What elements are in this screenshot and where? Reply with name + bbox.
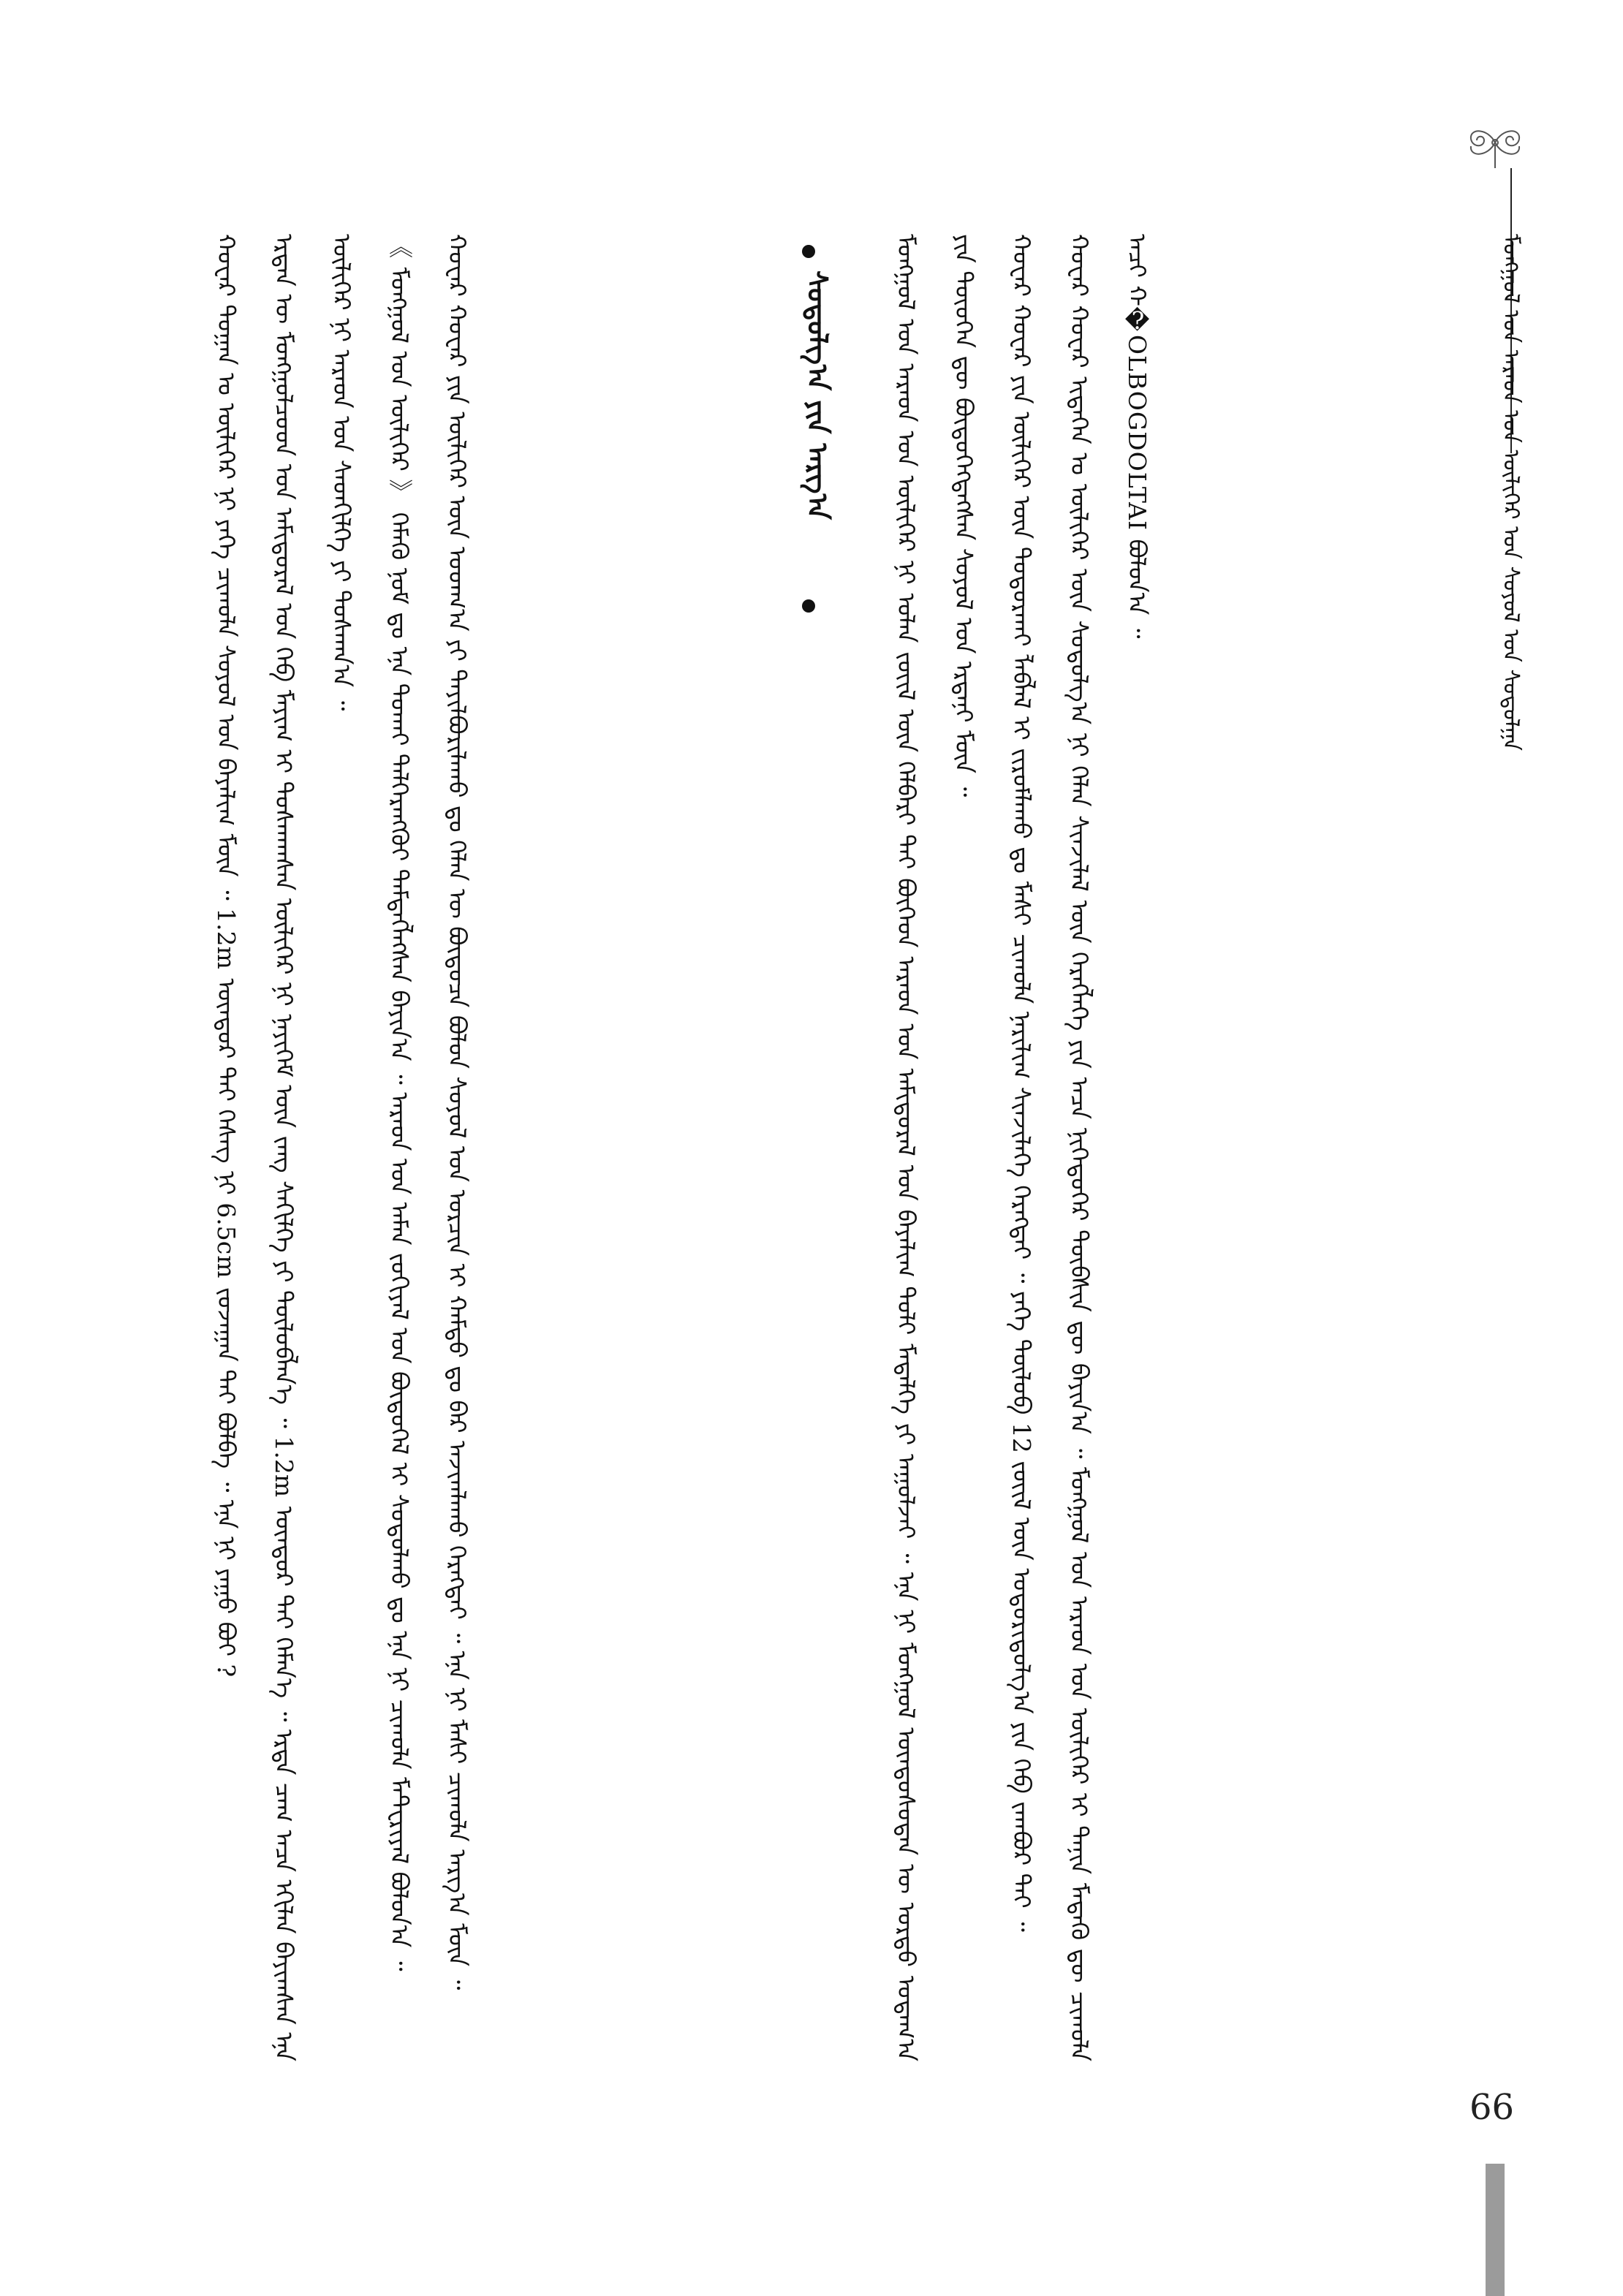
page-number: 66 [1469, 2087, 1515, 2128]
paragraph: ᠡᠷᠲᠡᠨ ᠦ ᠮᠣᠩᠭᠣᠯᠴᠤᠳ ᠤᠨ ᠠᠮᠢᠳᠤᠷᠠᠯ ᠤᠨ ᠬᠡᠪ ᠮᠠᠶᠢᠭ ᠢ ᠲᠤᠰᠬᠠᠭᠰᠠᠨ ᠦᠯᠢᠭᠡᠷ ᠨᠢ ᠨᠡᠶᠢᠭᠡᠮ ᠦᠨ ᠵᠠᠩ ᠰᠡᠬᠢᠯᠭᠡ ᠶᠢ ᠲᠥᠯᠦᠪᠯᠡᠨ᠎ᠡ ᠃ 1.2m ᠦᠨᠳᠦᠷ ᠲᠠᠢ ᠬᠡᠮᠡᠨ᠎ᠡ ᠃ ᠡᠷᠲᠡ ᠴᠠᠭ ᠠᠴᠠ ᠡᠬᠢᠯᠡᠨ ᠪᠠᠶᠢᠭᠰᠠᠨ ᠡᠨᠡ ᠦᠯᠢᠭᠡᠷ ᠨᠢ ᠠᠷᠠᠳ ᠤᠨ ᠰᠡᠳᠬᠢᠯᠭᠡ ᠶᠢ ᠲᠤᠰᠬᠠᠨ᠎ᠠ ᠃ [270, 234, 356, 2061]
paragraph: ᠮᠣᠩᠭᠣᠯ ᠤᠨ ᠠᠷᠠᠳ ᠤᠨ ᠦᠯᠢᠭᠡᠷ ᠨᠢ ᠣᠯᠠᠨ ᠵᠦᠢᠯ ᠦᠨ ᠬᠡᠯᠪᠡᠷᠢ ᠲᠠᠢ ᠪᠥᠭᠡᠳ ᠠᠷᠠᠳ ᠤᠨ ᠠᠮᠢᠳᠤᠷᠠᠯ ᠤᠨ ᠪᠠᠶᠠᠯᠢᠭ ᠲᠤᠯᠢ ᠮᠡᠳᠡᠯᠭᠡ ᠶᠢ ᠠᠭᠤᠯᠵᠠᠢ ᠃ ᠡᠨᠡ ᠨᠢ ᠮᠣᠩᠭᠣᠯ ᠦᠨᠳᠦᠰᠦᠲᠡᠨ ᠦ ᠤᠷᠲᠤ ᠤᠳᠠᠭ᠎ᠠ ᠶᠢᠨ ᠲᠦᠦᠬᠡᠨ ᠳᠦ ᠪᠦᠲᠦᠭᠡᠭᠳᠡᠭᠰᠡᠨ ᠰᠣᠶᠣᠯ ᠤᠨ ᠡᠷᠳᠡᠨᠢ ᠮᠥᠨ ᠃ [892, 234, 978, 2061]
heading-bullet-icon [802, 599, 815, 613]
paragraph: ᠬᠤᠸᠠᠷ ᠬᠤᠸᠠᠷ ᠢᠳᠡᠭᠡᠨ ᠤ ᠦᠯᠢᠭᠡᠷ ᠦᠨ ᠰᠤᠳᠤᠯᠭ᠎ᠠ ᠨᠢ ᠬᠡᠯᠡᠨ ᠰᠢᠨᠵᠢᠯᠡᠯ ᠦᠨ ᠬᠡᠷᠡᠭᠯᠡᠭᠡ ᠶᠢᠨ ᠠᠴᠠ ᠨᠢᠭᠡᠳᠦᠭᠡᠷ ᠲᠦᠪᠰᠢᠨ ᠳᠦ ᠪᠠᠶᠢᠨ᠎ᠠ ᠃ ᠮᠣᠩᠭᠣᠯ ᠤᠨ ᠠᠷᠠᠳ ᠤᠨ ᠦᠯᠢᠭᠡᠷ ᠢ ᠲᠠᠨᠢᠨ ᠮᠡᠳᠡᠬᠦ ᠳᠦ ᠴᠢᠬᠤᠯᠠ ᠠᠴᠢ ᠬ�OLBOGDOLTAI ᠪᠣᠯᠤᠨ᠎ᠠ ᠃ [1065, 234, 1151, 2061]
paragraph: 《 ᠮᠣᠩᠭᠣᠯ ᠤᠨ ᠦᠯᠢᠭᠡᠷ 》 ᠬᠡᠮᠡᠬᠦ ᠨᠣᠮ ᠳᠤ ᠡᠨᠡ ᠲᠤᠬᠠᠢ ᠳᠡᠯᠭᠡᠷᠡᠩᠭᠦᠢ ᠲᠡᠮᠳᠡᠭᠯᠡᠭᠰᠡᠨ ᠪᠠᠶᠢᠨ᠎ᠠ ᠃ ᠠᠷᠠᠳ ᠤᠨ ᠠᠮᠠᠨ ᠵᠣᠬᠢᠶᠠᠯ ᠤᠨ ᠪᠦᠲᠦᠭᠡᠯ ᠢ ᠰᠤᠳᠤᠯᠬᠤ ᠳᠤ ᠡᠨᠡ ᠨᠢ ᠴᠢᠬᠤᠯᠠ ᠮᠠᠲ᠋ᠧᠷᠢᠶᠠᠯ ᠪᠣᠯᠤᠨ᠎ᠠ ᠃ [385, 234, 414, 1971]
paragraph: ᠬᠤᠸᠠᠷ ᠬᠤᠸᠠᠷ ᠶᠢᠨ ᠦᠯᠢᠭᠡᠷ ᠦᠨ ᠳᠤᠳᠤᠷᠬᠠᠢ ᠯᠠᠪᠯᠠᠯ ᠢ ᠵᠢᠷᠤᠮᠯᠠᠬᠤ ᠳᠤ ᠮᠠᠰᠢ ᠴᠢᠬᠤᠯᠠ ᠨᠠᠷᠢᠯᠢᠭ ᠰᠢᠨᠵᠢᠯᠡᠭᠡ ᠬᠡᠷᠡᠭᠲᠡᠢ ᠃ ᠶᠡᠬᠡ ᠲᠥᠯᠦᠪ 12 ᠵᠦᠢᠯ ᠦᠨ ᠤᠳᠤᠷᠢᠳᠤᠯᠭ᠎ᠠ ᠶᠢᠨ ᠬᠡᠪ ᠵᠠᠭᠪᠤᠷ ᠲᠠᠢ ᠃ [1007, 234, 1036, 1932]
lower-text-block [197, 234, 760, 2061]
paragraph: ᠬᠤᠸᠠᠷ ᠬᠤᠸᠠᠷ ᠶᠢᠨ ᠦᠯᠢᠭᠡᠷ ᠦᠨ ᠤᠳᠬ᠎ᠠ ᠶᠢ ᠲᠠᠶᠢᠯᠪᠤᠷᠢᠯᠠᠬᠤ ᠳᠤ ᠬᠡᠯᠡᠨ ᠦ ᠪᠦᠲᠦᠴᠡ ᠪᠣᠯᠣᠨ ᠰᠣᠶᠣᠯ ᠤᠨ ᠣᠷᠴᠢᠨ ᠢ ᠬᠠᠮᠲᠤ ᠳᠤ ᠪᠠᠷ ᠠᠵᠢᠭᠯᠠᠬᠤ ᠬᠡᠷᠡᠭᠲᠡᠢ ᠃ ᠡᠨᠡ ᠨᠢ ᠮᠠᠰᠢ ᠴᠢᠬᠤᠯᠠ ᠠᠷᠭ᠎ᠠ ᠮᠥᠨ ᠃ [443, 234, 472, 1990]
heading-bullet-icon [802, 245, 815, 258]
ornament-flourish-icon [1455, 117, 1535, 168]
page-edge-tab [1486, 2164, 1505, 2296]
paragraph: ᠬᠤᠸᠠᠷ ᠲᠣᠭᠠᠨ ᠤ ᠦᠯᠢᠭᠡᠷ ᠨᠢ ᠶᠡᠬᠡ ᠴᠢᠬᠤᠯᠠ ᠰᠣᠶᠣᠯ ᠤᠨ ᠪᠠᠶᠠᠯᠢᠭ ᠮᠥᠨ ᠃ 1.2m ᠦᠨᠳᠦᠷ ᠲᠠᠢ ᠬᠡᠰᠡᠭ ᠨᠢ 6.5cm ᠵᠤᠵᠠᠭᠠᠨ ᠲᠠᠢ ᠪᠣᠯᠪᠠ ᠃ ᠡᠨᠡ ᠨᠢ ᠶᠠᠭᠤ ᠪᠣᠢ ? [212, 234, 241, 1678]
section-heading: ᠰᠤᠳᠤᠯᠭ᠎ᠠ ᠶᠢᠨ ᠠᠷᠭ᠎ᠠ [801, 270, 834, 520]
upper-text-block [877, 234, 1466, 2061]
running-head: ᠮᠣᠩᠭᠣᠯ ᠤᠨ ᠠᠷᠠᠳ ᠤᠨ ᠦᠯᠢᠭᠡᠷ ᠤᠨ ᠰᠣᠶᠣᠯ ᠤᠨ ᠰᠤᠳᠤᠯᠭᠠ [1498, 234, 1524, 751]
